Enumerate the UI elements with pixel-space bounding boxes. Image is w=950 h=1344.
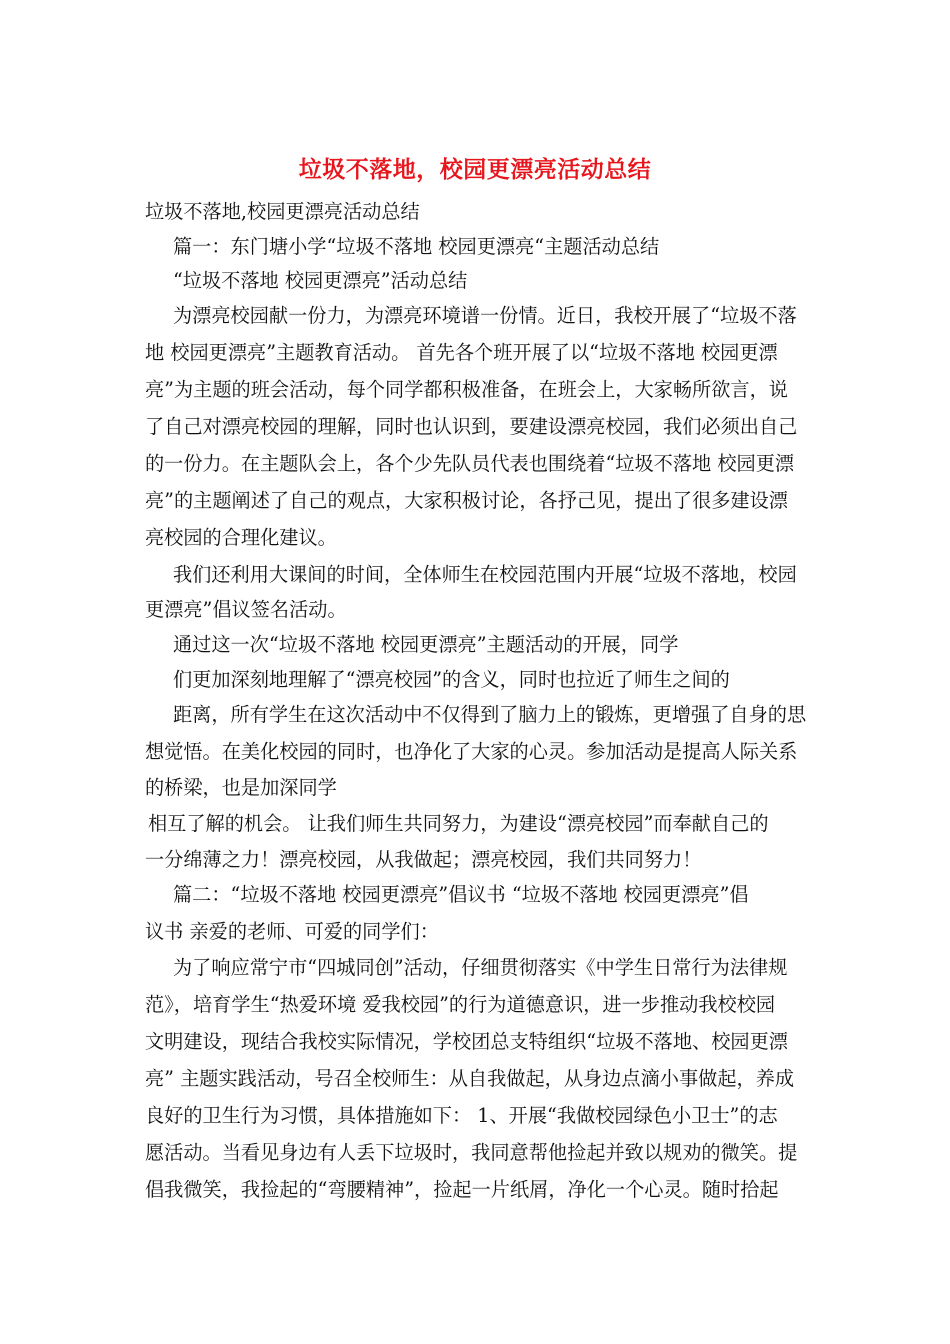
paragraph-line: 文明建设，现结合我校实际情况，学校团总支特组织“垃圾不落地、校园更漂	[145, 1030, 788, 1053]
paragraph-line: 我们还利用大课间的时间，全体师生在校园范围内开展“垃圾不落地，校园	[173, 563, 797, 586]
paragraph-line: 亮校园的合理化建议。	[145, 526, 337, 549]
paragraph-line: 议书 亲爱的老师、可爱的同学们：	[145, 920, 439, 943]
subtitle-line: 垃圾不落地,校园更漂亮活动总结	[145, 200, 420, 223]
paragraph-line: 通过这一次“垃圾不落地 校园更漂亮”主题活动的开展，同学	[173, 633, 679, 656]
paragraph-line: 篇二：“垃圾不落地 校园更漂亮”倡议书 “垃圾不落地 校园更漂亮”倡	[173, 883, 749, 906]
paragraph-line: “垃圾不落地 校园更漂亮”活动总结	[173, 269, 468, 292]
paragraph-line: 范》，培育学生“热爱环境 爱我校园”的行为道德意识，进一步推动我校校园	[145, 993, 776, 1016]
document-title: 垃圾不落地，校园更漂亮活动总结	[298, 157, 652, 183]
paragraph-line: 篇一：东门塘小学“垃圾不落地 校园更漂亮“主题活动总结	[173, 235, 660, 258]
paragraph-line: 距离，所有学生在这次活动中不仅得到了脑力上的锻炼，更增强了自身的思	[173, 703, 807, 726]
paragraph-line: 为漂亮校园献一份力，为漂亮环境谱一份情。近日，我校开展了“垃圾不落	[173, 304, 797, 327]
paragraph-line: 亮”为主题的班会活动，每个同学都积极准备，在班会上，大家畅所欲言，说	[145, 378, 788, 401]
paragraph-line: 亮”的主题阐述了自己的观点，大家积极讨论，各抒己见，提出了很多建设漂	[145, 489, 788, 512]
paragraph-line: 良好的卫生行为习惯，具体措施如下： 1、开展“我做校园绿色小卫士”的志	[145, 1104, 778, 1127]
paragraph-line: 为了响应常宁市“四城同创”活动，仔细贯彻落实《中学生日常行为法律规	[173, 956, 788, 979]
paragraph-line: 们更加深刻地理解了“漂亮校园”的含义，同时也拉近了师生之间的	[173, 668, 730, 691]
paragraph-line: 一分绵薄之力！漂亮校园，从我做起；漂亮校园，我们共同努力！	[145, 848, 702, 871]
paragraph-line: 更漂亮”倡议签名活动。	[145, 598, 347, 621]
paragraph-line: 想觉悟。在美化校园的同时，也净化了大家的心灵。参加活动是提高人际关系	[145, 740, 798, 763]
paragraph-line: 亮” 主题实践活动，号召全校师生：从自我做起，从身边点滴小事做起，养成	[145, 1067, 795, 1090]
paragraph-line: 相互了解的机会。 让我们师生共同努力，为建设“漂亮校园”而奉献自己的	[148, 812, 769, 835]
paragraph-line: 了自己对漂亮校园的理解，同时也认识到，要建设漂亮校园，我们必须出自己	[145, 415, 798, 438]
paragraph-line: 倡我微笑，我捡起的“弯腰精神”，捡起一片纸屑，净化一个心灵。随时拾起	[145, 1178, 779, 1201]
paragraph-line: 愿活动。当看见身边有人丢下垃圾时，我同意帮他捡起并致以规劝的微笑。提	[145, 1141, 798, 1164]
paragraph-line: 的一份力。在主题队会上，各个少先队员代表也围绕着“垃圾不落地 校园更漂	[145, 452, 795, 475]
paragraph-line: 的桥梁，也是加深同学	[145, 776, 337, 799]
paragraph-line: 地 校园更漂亮”主题教育活动。 首先各个班开展了以“垃圾不落地 校园更漂	[145, 341, 778, 364]
